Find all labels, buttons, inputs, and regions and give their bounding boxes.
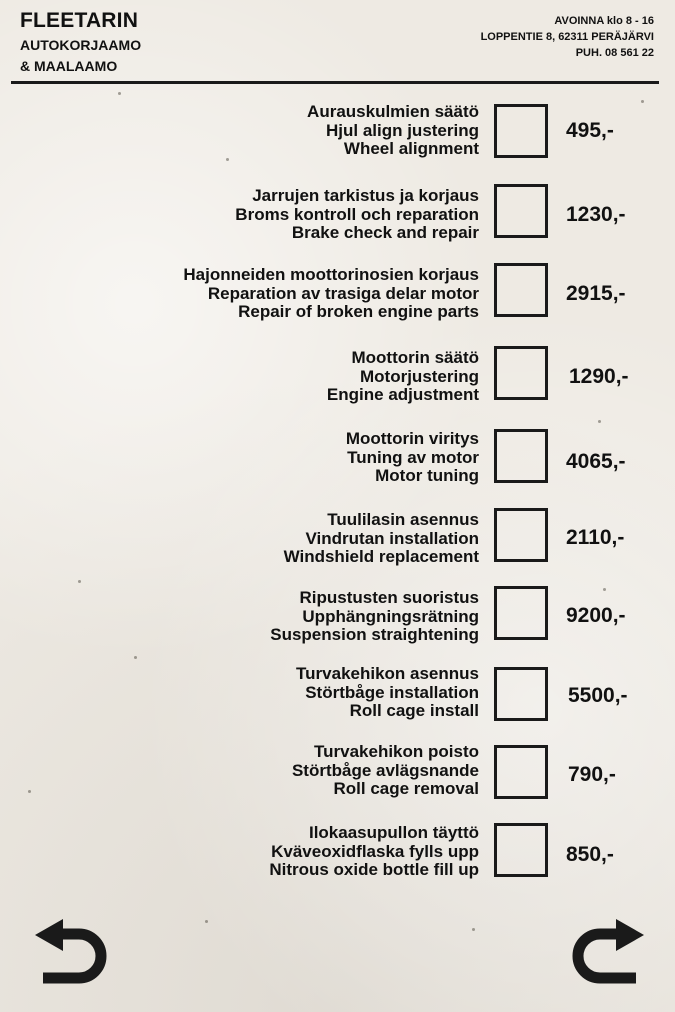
service-checkbox[interactable] [494, 586, 548, 640]
service-price: 9200,- [566, 604, 626, 627]
shop-header [0, 0, 675, 84]
service-name-en: Repair of broken engine parts [238, 302, 479, 321]
service-name-sv: Vindrutan installation [305, 528, 479, 548]
service-price: 790,- [568, 763, 616, 786]
service-name-en: Roll cage removal [333, 779, 479, 798]
service-names [292, 743, 479, 799]
service-price: 495,- [566, 119, 614, 142]
service-name-fi: Turvakehikon poisto [314, 742, 479, 761]
paper-speck [118, 92, 121, 95]
service-names [270, 589, 479, 645]
undo-button[interactable] [33, 916, 109, 986]
service-name-en: Suspension straightening [270, 625, 479, 644]
service-name-en: Engine adjustment [326, 385, 479, 404]
shop-address: LOPPENTIE 8, 62311 PERÄJÄRVI [480, 31, 654, 43]
service-checkbox[interactable] [494, 508, 548, 562]
shop-phone: PUH. 08 561 22 [575, 47, 654, 59]
service-names [235, 187, 479, 243]
service-row-roll-cage-removal [0, 743, 675, 813]
service-name-sv: Upphängningsrätning [302, 606, 479, 626]
service-name-fi: Jarrujen tarkistus ja korjaus [252, 186, 479, 205]
service-names [327, 349, 479, 405]
service-checkbox[interactable] [494, 745, 548, 799]
service-price: 1230,- [566, 203, 626, 226]
service-checkbox[interactable] [494, 667, 548, 721]
service-name-en: Wheel alignment [343, 139, 479, 158]
service-checkbox[interactable] [494, 346, 548, 400]
service-name-sv: Störtbåge avlägsnande [291, 760, 479, 780]
service-name-fi: Aurauskulmien säätö [307, 102, 479, 121]
service-names [346, 430, 479, 486]
paper-speck [472, 928, 475, 931]
header-divider [11, 81, 659, 84]
shop-name: FLEETARIN [20, 9, 139, 32]
service-row-suspension [0, 589, 675, 659]
service-name-fi: Turvakehikon asennus [296, 664, 479, 683]
service-names [269, 824, 479, 880]
service-row-motor-tuning [0, 430, 675, 500]
service-name-en: Motor tuning [375, 466, 479, 485]
service-names [183, 266, 479, 322]
service-names [284, 511, 479, 567]
service-name-fi: Hajonneiden moottorinosien korjaus [183, 265, 479, 284]
service-name-en: Windshield replacement [283, 547, 479, 566]
service-name-sv: Tuning av motor [347, 447, 479, 467]
service-row-windshield [0, 511, 675, 581]
service-row-engine-adjustment [0, 349, 675, 419]
service-name-sv: Störtbåge installation [305, 682, 479, 702]
paper-speck [205, 920, 208, 923]
redo-arrow-icon [570, 916, 646, 986]
opening-hours: AVOINNA klo 8 - 16 [554, 15, 654, 27]
redo-button[interactable] [570, 916, 646, 986]
service-name-sv: Reparation av trasiga delar motor [207, 283, 479, 303]
service-names [296, 665, 479, 721]
service-names [307, 103, 479, 159]
service-name-fi: Moottorin viritys [345, 429, 479, 448]
service-price: 5500,- [568, 684, 628, 707]
service-name-en: Roll cage install [349, 701, 479, 720]
service-name-fi: Ilokaasupullon täyttö [308, 823, 479, 842]
service-checkbox[interactable] [494, 104, 548, 158]
service-name-sv: Broms kontroll och reparation [235, 204, 479, 224]
service-price: 2110,- [566, 526, 625, 549]
service-name-en: Nitrous oxide bottle fill up [269, 860, 479, 879]
service-row-nitrous-fill [0, 824, 675, 894]
service-row-engine-repair [0, 266, 675, 336]
shop-subtitle-2: & MAALAAMO [20, 58, 118, 74]
paper-speck [598, 420, 601, 423]
service-name-sv: Motorjustering [360, 366, 479, 386]
service-row-wheel-alignment [0, 103, 675, 173]
service-row-roll-cage-install [0, 665, 675, 735]
service-name-fi: Moottorin säätö [351, 348, 479, 367]
service-checkbox[interactable] [494, 263, 548, 317]
undo-arrow-icon [33, 916, 109, 986]
service-price: 850,- [566, 843, 614, 866]
service-price: 4065,- [566, 450, 626, 473]
service-row-brake-check [0, 187, 675, 257]
service-price: 1290,- [569, 365, 629, 388]
service-checkbox[interactable] [494, 429, 548, 483]
service-price: 2915,- [566, 282, 626, 305]
service-name-fi: Tuulilasin asennus [327, 510, 479, 529]
shop-subtitle-1: AUTOKORJAAMO [20, 37, 142, 53]
service-name-fi: Ripustusten suoristus [299, 588, 479, 607]
service-name-sv: Hjul align justering [325, 120, 479, 140]
service-checkbox[interactable] [494, 823, 548, 877]
service-checkbox[interactable] [494, 184, 548, 238]
service-name-sv: Kväveoxidflaska fylls upp [271, 841, 479, 861]
service-name-en: Brake check and repair [291, 223, 479, 242]
